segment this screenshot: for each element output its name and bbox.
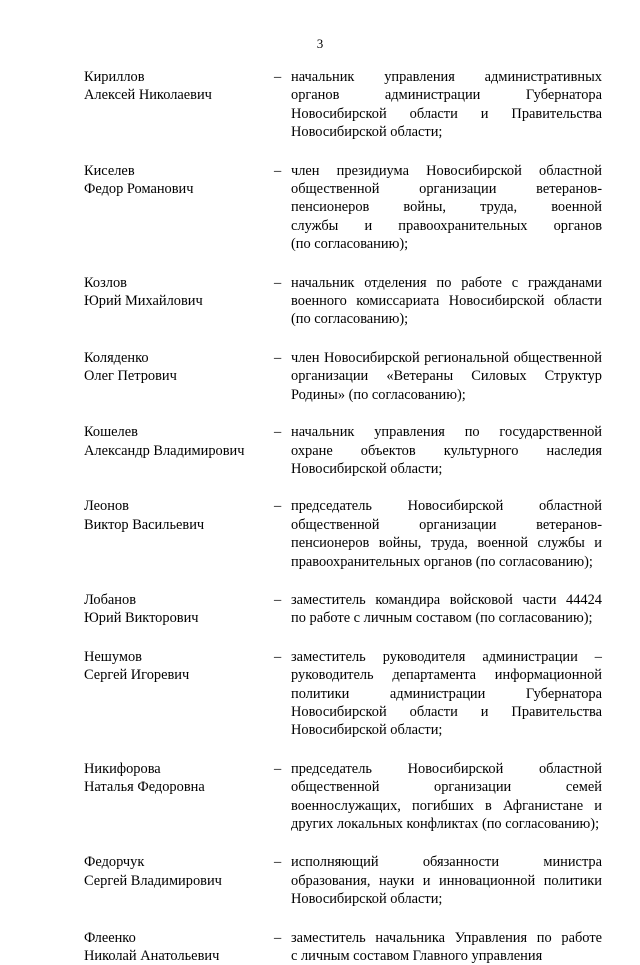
member-given-names: Николай Анатольевич: [84, 948, 220, 965]
position-line: исполняющий обязанности министра: [291, 854, 602, 871]
member-surname: Кошелев: [84, 424, 138, 441]
dash-separator: –: [274, 162, 282, 179]
member-position: [291, 274, 602, 329]
dash-separator: –: [274, 854, 282, 871]
position-line: (по согласованию);: [291, 311, 409, 328]
member-entry: [84, 349, 602, 404]
member-name: [84, 423, 274, 460]
member-surname: Кириллов: [84, 69, 145, 85]
member-name: [84, 68, 274, 105]
member-name: [84, 274, 274, 311]
dash-separator: –: [274, 69, 282, 85]
member-given-names: Сергей Владимирович: [84, 872, 222, 889]
member-name: [84, 349, 274, 386]
position-line: охране объектов культурного наследия: [291, 442, 602, 459]
position-line: организации «Ветераны Силовых Структур: [291, 368, 602, 385]
member-entry: [84, 274, 602, 329]
member-position: [291, 929, 602, 965]
dash-separator: –: [274, 349, 282, 366]
position-line: общественной организации ветеранов-: [291, 516, 602, 533]
member-entry: [84, 423, 602, 478]
member-name: [84, 648, 274, 685]
member-entry: [84, 162, 602, 254]
member-name: [84, 853, 274, 890]
member-given-names: Юрий Викторович: [84, 610, 199, 627]
position-line: начальник отделения по работе с гражданами: [291, 274, 602, 291]
dash-separator: –: [274, 760, 282, 777]
member-name: [84, 497, 274, 534]
member-list: [84, 68, 602, 965]
member-position: [291, 349, 602, 404]
dash-separator: –: [274, 274, 282, 291]
member-surname: Флеенко: [84, 929, 136, 946]
member-surname: Лобанов: [84, 591, 136, 608]
dash-separator: –: [274, 929, 282, 946]
position-line: Новосибирской области;: [291, 891, 443, 908]
dash-separator: –: [274, 424, 282, 441]
position-line: образования, науки и инновационной политики: [291, 872, 602, 889]
member-entry: [84, 68, 602, 142]
member-given-names: Виктор Васильевич: [84, 516, 205, 533]
position-line: заместитель начальника Управления по работе: [291, 929, 602, 946]
member-given-names: Федор Романович: [84, 181, 194, 198]
member-position: [291, 648, 602, 740]
member-given-names: Наталья Федоровна: [84, 779, 205, 796]
member-given-names: Александр Владимирович: [84, 442, 245, 459]
position-line: военнослужащих, погибших в Афганистане и: [291, 797, 602, 814]
position-line: начальник управления административных: [291, 69, 602, 85]
position-line: Новосибирской области и Правительства: [291, 105, 602, 122]
position-line: Новосибирской области;: [291, 460, 443, 477]
position-line: председатель Новосибирской областной: [291, 498, 602, 515]
page-number: 3: [316, 36, 324, 51]
position-line: (по согласованию);: [291, 236, 409, 253]
position-line: член Новосибирской региональной общественной: [291, 349, 602, 366]
position-line: Родины» (по согласованию);: [291, 386, 466, 403]
member-position: [291, 760, 602, 834]
position-line: общественной организации семей: [291, 779, 602, 796]
position-line: пенсионеров войны, труда, военной: [291, 199, 602, 216]
member-surname: Козлов: [84, 274, 127, 291]
member-position: [291, 591, 602, 628]
position-line: начальник управления по государственной: [291, 424, 602, 441]
position-line: правоохранительных органов (по согласованию);: [291, 553, 593, 570]
position-line: заместитель командира войсковой части 44424: [291, 591, 602, 608]
dash-separator: –: [274, 591, 282, 608]
member-name: [84, 162, 274, 199]
member-surname: Федорчук: [84, 854, 145, 871]
member-name: [84, 760, 274, 797]
position-line: Новосибирской области и Правительства: [291, 703, 602, 720]
member-entry: [84, 591, 602, 628]
member-given-names: Юрий Михайлович: [84, 293, 203, 310]
position-line: других локальных конфликтах (по согласованию);: [291, 816, 600, 832]
position-line: Новосибирской области;: [291, 124, 443, 141]
position-line: органов администрации Губернатора: [291, 87, 602, 104]
member-given-names: Олег Петрович: [84, 368, 177, 385]
member-entry: [84, 648, 602, 740]
position-line: по работе с личным составом (по согласованию);: [291, 610, 593, 627]
position-line: председатель Новосибирской областной: [291, 760, 602, 777]
position-line: с личным составом Главного управления: [291, 948, 543, 965]
position-line: политики администрации Губернатора: [291, 685, 602, 702]
member-given-names: Сергей Игоревич: [84, 667, 190, 684]
position-line: службы и правоохранительных органов: [291, 217, 602, 234]
member-surname: Нешумов: [84, 648, 142, 665]
position-line: заместитель руководителя администрации –: [291, 648, 602, 665]
member-surname: Леонов: [84, 498, 129, 515]
dash-separator: –: [274, 498, 282, 515]
member-entry: [84, 929, 602, 965]
member-entry: [84, 760, 602, 834]
position-line: член президиума Новосибирской областной: [291, 162, 602, 179]
position-line: руководитель департамента информационной: [291, 667, 602, 684]
member-entry: [84, 853, 602, 908]
member-surname: Коляденко: [84, 349, 149, 366]
member-position: [291, 497, 602, 571]
member-name: [84, 929, 274, 965]
dash-separator: –: [274, 648, 282, 665]
member-position: [291, 853, 602, 908]
member-position: [291, 68, 602, 142]
member-position: [291, 162, 602, 254]
member-entry: [84, 497, 602, 571]
member-surname: Никифорова: [84, 760, 161, 777]
member-surname: Киселев: [84, 162, 135, 179]
position-line: Новосибирской области;: [291, 722, 443, 739]
position-line: военного комиссариата Новосибирской области: [291, 293, 602, 310]
member-name: [84, 591, 274, 628]
member-given-names: Алексей Николаевич: [84, 87, 212, 104]
position-line: пенсионеров войны, труда, военной службы и: [291, 535, 602, 552]
position-line: общественной организации ветеранов-: [291, 181, 602, 198]
member-position: [291, 423, 602, 478]
